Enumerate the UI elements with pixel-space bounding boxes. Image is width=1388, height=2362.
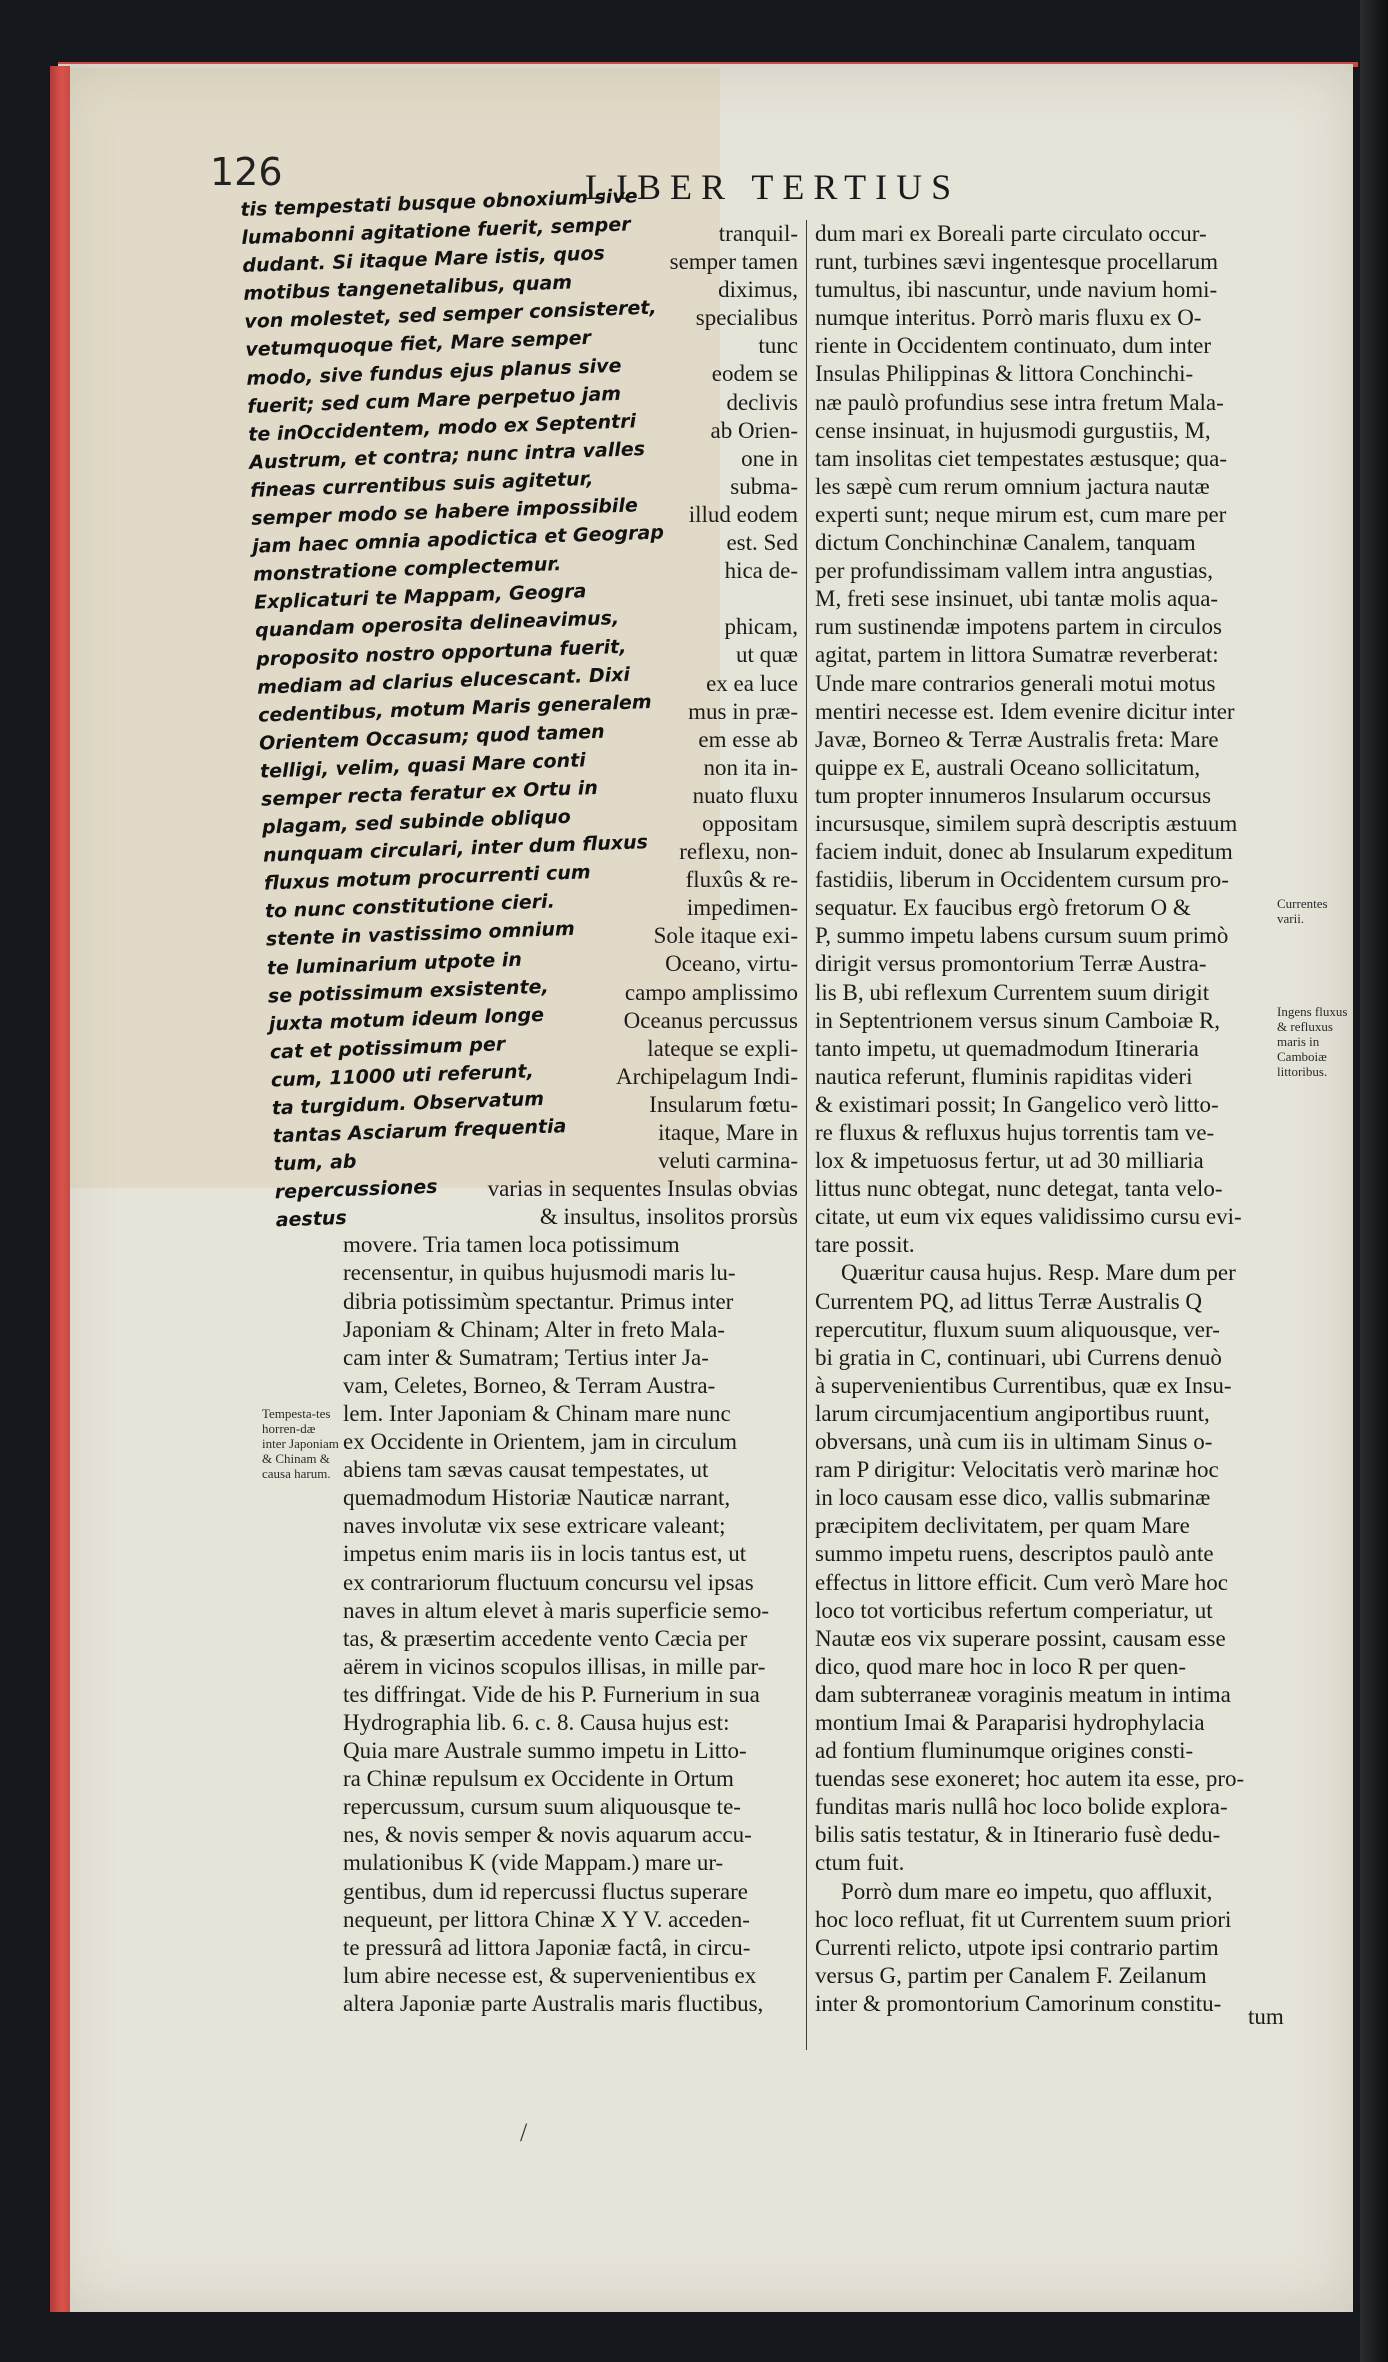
text-line: re fluxus & refluxus hujus torrentis tam ve- xyxy=(815,1120,1215,1145)
text-line: Unde mare contrarios generali motui motus xyxy=(815,670,1216,696)
text-line: hoc loco refluat, fit ut Currentem suum priori xyxy=(815,1906,1232,1932)
handwritten-line: aestus xyxy=(275,1207,348,1232)
text-line: oppositam xyxy=(702,810,798,836)
handwritten-line: fineas currentibus suis agitetur, xyxy=(249,467,594,502)
text-line: nuato fluxu xyxy=(692,782,798,808)
text-line: larum circumjacentium angiportibus ruunt, xyxy=(815,1400,1210,1426)
text-line: ut quæ xyxy=(736,642,798,668)
text-line: per profundissimam vallem intra angustias, xyxy=(815,558,1213,584)
text-line: bilis satis testatur, & in Itinerario fusè dedu- xyxy=(815,1822,1221,1848)
text-line: ex contrariorum fluctuum concursu vel ipsas xyxy=(343,1569,754,1595)
text-line: Porrò dum mare eo impetu, quo affluxit, xyxy=(841,1878,1213,1904)
text-line: runt, turbines sævi ingentesque procellarum xyxy=(815,249,1219,275)
text-line: versus G, partim per Canalem F. Zeilanum xyxy=(815,1962,1207,1988)
running-title: LIBER TERTIUS xyxy=(585,167,961,207)
text-line: tas, & præsertim accedente vento Cæcia per xyxy=(343,1625,748,1651)
handwritten-line: dudant. Si itaque Mare istis, quos xyxy=(242,242,606,278)
handwritten-line: semper modo se habere impossibile xyxy=(250,494,639,530)
text-line: eodem se xyxy=(711,361,798,387)
handwritten-line: quandam operosita delineavimus, xyxy=(254,607,620,643)
text-line: citate, ut eum vix eques validissimo cursu evi- xyxy=(815,1204,1242,1230)
text-line: ram P dirigitur: Velocitatis verò marinæ hoc xyxy=(815,1457,1219,1483)
text-line: M, freti sese insinuet, ubi tantæ molis aqua- xyxy=(815,586,1219,612)
text-line: repercutitur, fluxum suum aliquousque, ver- xyxy=(815,1316,1220,1342)
text-line: ctum fuit. xyxy=(815,1850,905,1876)
text-line: tumultus, ibi nascuntur, unde navium homi- xyxy=(815,277,1218,303)
text-line: lum abire necesse est, & supervenientibus ex xyxy=(343,1962,757,1988)
handwritten-line: von molestet, sed semper consisteret, xyxy=(244,296,657,334)
text-line: næ paulò profundius sese intra fretum Mala- xyxy=(815,389,1224,415)
text-line: altera Japoniæ parte Australis maris fluctibus, xyxy=(343,1990,764,2016)
handwritten-line: to nunc constitutione cieri. xyxy=(264,890,556,923)
text-line: ex ea luce xyxy=(706,670,798,696)
text-line: dum mari ex Boreali parte circulato occur- xyxy=(815,221,1207,246)
text-line: aërem in vicinos scopulos illisas, in mille par- xyxy=(343,1653,766,1679)
handwritten-line: cat et potissimum per xyxy=(269,1033,506,1064)
handwritten-line: modo, sive fundus ejus planus sive xyxy=(245,354,622,390)
text-line: varias in sequentes Insulas obvias xyxy=(487,1176,798,1202)
text-line: rum sustinendæ impotens partem in circulos xyxy=(815,614,1222,640)
text-line: impetus enim maris iis in locis tantus est, ut xyxy=(343,1541,747,1567)
handwritten-line: telligi, velim, quasi Mare conti xyxy=(259,749,587,783)
text-line: tum propter innumeros Insularum occursus xyxy=(815,782,1212,808)
text-line: illud eodem xyxy=(688,501,798,527)
text-line: Javæ, Borneo & Terræ Australis freta: Mare xyxy=(815,726,1219,752)
page-number: 126 xyxy=(210,150,283,194)
text-line: in Septentrionem versus sinum Camboiæ R, xyxy=(815,1007,1221,1033)
text-line: em esse ab xyxy=(698,726,798,752)
handwritten-line: Orientem Occasum; quod tamen xyxy=(258,720,605,755)
catchword: tum xyxy=(1248,2004,1284,2029)
text-line: Insularum fœtu- xyxy=(649,1091,798,1117)
text-line: cam inter & Sumatram; Tertius inter Ja- xyxy=(343,1344,709,1370)
text-line: dam subterraneæ voraginis meatum in intima xyxy=(815,1681,1231,1707)
text-line: in loco causam esse dico, vallis submarinæ xyxy=(815,1485,1211,1511)
text-line: hica de- xyxy=(724,558,798,584)
text-line: ab Orien- xyxy=(710,417,798,443)
text-line: itaque, Mare in xyxy=(658,1120,798,1145)
text-line: one in xyxy=(741,445,798,471)
text-line: Japoniam & Chinam; Alter in freto Mala- xyxy=(343,1316,725,1342)
text-line: loco tot vorticibus refertum comperiatur, ut xyxy=(815,1597,1213,1623)
text-line: ad fontium fluminumque origines consti- xyxy=(815,1738,1194,1764)
text-line: est. Sed xyxy=(726,530,798,556)
text-line: campo amplissimo xyxy=(624,979,798,1005)
handwritten-line: motibus tangenetalibus, quam xyxy=(243,271,573,306)
text-line: littus nunc obtegat, nunc detegat, tanta velo- xyxy=(815,1176,1223,1202)
margin-note-left: Tempesta-tes horren-dæ inter Japoniam & Chinam & causa harum. xyxy=(262,1406,339,1481)
text-line: dictum Conchinchinæ Canalem, tanquam xyxy=(815,530,1196,556)
handwritten-line: juxta motum ideum longe xyxy=(268,1003,545,1036)
red-page-edge xyxy=(50,66,70,2312)
text-line: ex Occidente in Orientem, jam in circulum xyxy=(343,1429,738,1455)
text-line: bi gratia in C, continuari, ubi Currens denuò xyxy=(815,1344,1222,1370)
text-line: diximus, xyxy=(718,277,798,303)
text-line: lox & impetuosus fertur, ut ad 30 milliaria xyxy=(815,1148,1204,1174)
text-line: Sole itaque exi- xyxy=(653,923,798,949)
text-line: Quia mare Australe summo impetu in Litto- xyxy=(343,1738,747,1764)
text-line: Currenti relicto, utpote ipsi contrario partim xyxy=(815,1934,1219,1960)
text-line: impedimen- xyxy=(686,895,798,921)
text-line: inter & promontorium Camorinum constitu- xyxy=(815,1990,1222,2016)
text-line: tuendas sese exoneret; hoc autem ita esse, pro- xyxy=(815,1766,1245,1792)
handwritten-line: monstratione complectemur. xyxy=(252,553,562,586)
text-line: montium Imai & Paraparisi hydrophylacia xyxy=(815,1709,1205,1735)
text-line: tanto impetu, ut quemadmodum Itineraria xyxy=(815,1035,1199,1061)
text-line: & insultus, insolitos prorsùs xyxy=(539,1204,798,1230)
handwritten-line: fuerit; sed cum Mare perpetuo jam xyxy=(246,382,622,418)
handwritten-line: cedentibus, motum Maris generalem xyxy=(257,690,653,727)
text-line: specialibus xyxy=(695,305,798,331)
text-line: agitat, partem in littora Sumatræ reverberat: xyxy=(815,642,1219,668)
text-line: mulationibus K (vide Mappam.) mare ur- xyxy=(343,1850,724,1876)
text-line: summo impetu ruens, descriptos paulò ante xyxy=(815,1541,1214,1567)
text-line: Archipelagum Indi- xyxy=(615,1063,798,1089)
handwritten-line: tum, ab xyxy=(273,1150,357,1176)
text-line: ra Chinæ repulsum ex Occidente in Ortum xyxy=(343,1766,734,1792)
handwritten-line: stente in vastissimo omnium xyxy=(265,918,576,951)
text-line: Currentem PQ, ad littus Terræ Australis Q xyxy=(815,1288,1203,1314)
text-line: declivis xyxy=(726,389,798,415)
text-line: tes diffringat. Vide de his P. Furnerium in sua xyxy=(343,1681,760,1707)
handwritten-line: mediam ad clarius elucescant. Dixi xyxy=(256,663,631,699)
text-line: P, summo impetu labens cursum suum primò xyxy=(815,923,1229,949)
handwritten-line: nunquam circulari, inter dum fluxus xyxy=(262,831,649,867)
handwritten-line: proposito nostro opportuna fuerit, xyxy=(255,635,627,671)
text-line: naves involutæ vix sese extricare valeant; xyxy=(343,1513,726,1539)
text-line: Hydrographia lib. 6. c. 8. Causa hujus est: xyxy=(343,1709,730,1735)
text-line: les sæpè cum rerum omnium jactura nautæ xyxy=(815,473,1210,499)
text-line: mentiri necesse est. Idem evenire dicitur inter xyxy=(815,698,1235,724)
text-line: non ita in- xyxy=(703,754,798,780)
text-line: cense insinuat, in hujusmodi gurgustiis, M, xyxy=(815,417,1211,443)
handwritten-line: te luminarium utpote in xyxy=(266,948,523,980)
text-line: semper tamen xyxy=(669,249,798,275)
handwritten-line: semper recta feratur ex Ortu in xyxy=(260,776,599,811)
text-line: nautica referunt, fluminis rapiditas videri xyxy=(815,1063,1193,1089)
text-line: phicam, xyxy=(724,614,798,640)
text-line: tam insolitas ciet tempestates æstusque; qua- xyxy=(815,445,1228,471)
text-line: fastidiis, liberum in Occidentem cursum pro- xyxy=(815,867,1229,893)
text-line: Oceano, virtu- xyxy=(665,951,798,977)
handwritten-line: fluxus motum procurrenti cum xyxy=(263,861,592,895)
text-line: reflexu, non- xyxy=(679,839,798,865)
text-line: gentibus, dum id repercussi fluctus superare xyxy=(343,1878,748,1904)
text-line: nequeunt, per littora Chinæ X Y V. acceden- xyxy=(343,1906,750,1932)
handwritten-line: tantas Asciarum frequentia xyxy=(272,1115,567,1148)
text-line: faciem induit, donec ab Insularum expeditum xyxy=(815,839,1233,865)
text-line: recensentur, in quibus hujusmodi maris lu- xyxy=(343,1260,736,1286)
text-line: numque interitus. Porrò maris fluxu ex O- xyxy=(815,305,1202,331)
text-line: movere. Tria tamen loca potissimum xyxy=(343,1232,680,1258)
text-line: Oceanus percussus xyxy=(623,1007,798,1033)
book-spine-edge xyxy=(1360,0,1388,2362)
handwritten-line: ta turgidum. Observatum xyxy=(271,1087,545,1120)
handwritten-line: repercussiones xyxy=(274,1175,438,1204)
text-line: quippe ex E, australi Oceano sollicitatum, xyxy=(815,754,1201,780)
text-line: dico, quod mare hoc in loco R per quen- xyxy=(815,1653,1187,1679)
handwritten-line: lumabonni agitatione fuerit, semper xyxy=(241,213,631,250)
stray-ink-mark: / xyxy=(520,2118,528,2147)
text-line: experti sunt; neque mirum est, cum mare per xyxy=(815,501,1227,527)
text-line: effectus in littore efficit. Cum verò Mare hoc xyxy=(815,1569,1229,1595)
right-column-text xyxy=(815,220,1273,2018)
handwritten-line: te inOccidentem, modo ex Septentri xyxy=(247,410,637,446)
handwritten-line: Explicaturi te Mappam, Geogra xyxy=(253,580,587,615)
text-line: lateque se expli- xyxy=(647,1035,798,1061)
handwritten-line: jam haec omnia apodictica et Geograp xyxy=(251,521,665,558)
handwritten-line: tis tempestati busque obnoxium sive xyxy=(240,185,638,221)
text-line: à supervenientibus Currentibus, quæ ex Insu- xyxy=(815,1372,1232,1398)
text-line: dibria potissimùm spectantur. Primus inter xyxy=(343,1288,734,1314)
handwritten-line: se potissimum exsistente, xyxy=(267,975,550,1008)
text-line: dirigit versus promontorium Terræ Austra- xyxy=(815,951,1207,977)
text-line: quemadmodum Historiæ Nauticæ narrant, xyxy=(343,1485,731,1511)
text-line: riente in Occidentem continuato, dum inter xyxy=(815,333,1211,359)
text-line: mus in præ- xyxy=(688,698,798,724)
text-line: subma- xyxy=(730,473,798,499)
text-line: te pressurâ ad littora Japoniæ factâ, in circu- xyxy=(343,1934,751,1960)
text-line: præcipitem declivitatem, per quam Mare xyxy=(815,1513,1190,1539)
margin-note-right-1: Currentes varii. xyxy=(1277,896,1328,926)
text-line: lem. Inter Japoniam & Chinam mare nunc xyxy=(343,1400,731,1426)
text-line: repercussum, cursum suum aliquousque te- xyxy=(343,1794,741,1820)
text-line: funditas maris nullâ hoc loco bolide explora- xyxy=(815,1794,1228,1820)
margin-note-right-2: Ingens fluxus & refluxus maris in Camboiæ littoribus. xyxy=(1277,1004,1348,1079)
text-line: Nautæ eos vix superare possint, causam esse xyxy=(815,1625,1226,1651)
text-line: & existimari possit; In Gangelico verò litto- xyxy=(815,1091,1219,1117)
handwritten-line: Austrum, et contra; nunc intra valles xyxy=(248,437,646,474)
text-line: nes, & novis semper & novis aquarum accu- xyxy=(343,1822,752,1848)
handwritten-line: vetumquoque fiet, Mare semper xyxy=(245,327,592,362)
text-line: abiens tam sævas causat tempestates, ut xyxy=(343,1457,709,1483)
text-line: obversans, unà cum iis in ultimam Sinus o- xyxy=(815,1429,1213,1455)
handwritten-line: plagam, sed subinde obliquo xyxy=(261,805,572,839)
text-line: veluti carmina- xyxy=(658,1148,798,1174)
text-line: incursusque, similem suprà descriptis æstuum xyxy=(815,810,1238,836)
text-line: vam, Celetes, Borneo, & Terram Austra- xyxy=(343,1372,716,1398)
text-line: sequatur. Ex faucibus ergò fretorum O & xyxy=(815,895,1191,921)
text-line: Quæritur causa hujus. Resp. Mare dum per xyxy=(841,1260,1236,1286)
handwritten-line: cum, 11000 uti referunt, xyxy=(270,1060,535,1092)
text-line: tunc xyxy=(758,333,798,359)
column-divider xyxy=(806,220,807,2050)
text-line: fluxûs & re- xyxy=(685,867,798,893)
text-line: lis B, ubi reflexum Currentem suum dirigit xyxy=(815,979,1210,1005)
text-line: naves in altum elevet à maris superficie semo- xyxy=(343,1597,769,1623)
text-line: tare possit. xyxy=(815,1232,915,1258)
text-line: tranquil- xyxy=(718,221,798,246)
text-line: Insulas Philippinas & littora Conchinchi- xyxy=(815,361,1194,387)
